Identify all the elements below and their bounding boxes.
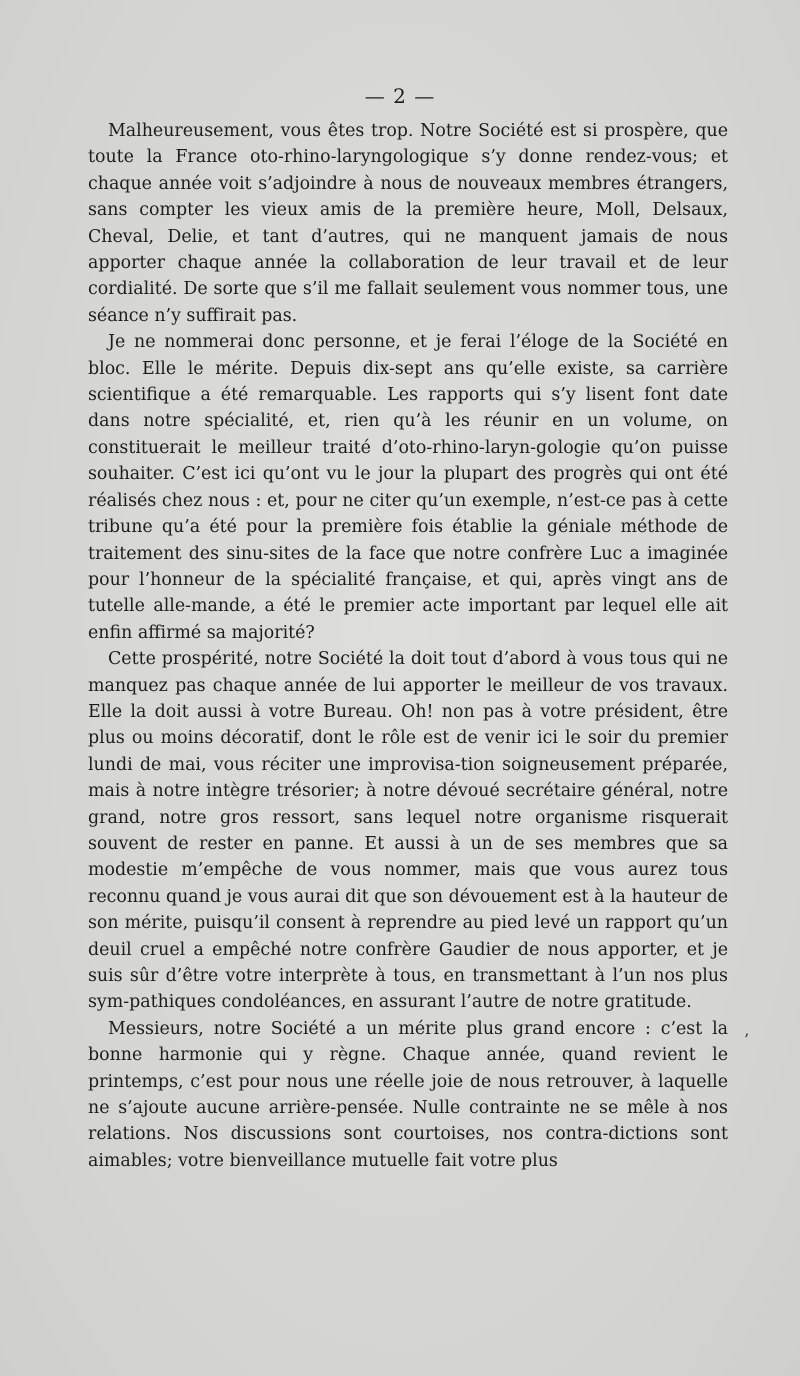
page-number: — 2 — bbox=[364, 84, 436, 108]
body-text bbox=[88, 118, 728, 1174]
paragraph-4-text: Messieurs, notre Société a un mérite plus grand encore : c’est la bonne harmonie qui y règne. Chaque année, quand revient le printemps, c’est pour nous une réelle joie de nous retrouver, à laquelle ne s’ajoute aucune arrière-pensée. Nulle contrainte ne se mêle à nos relations. Nos discussions sont courtoises, nos contra-dictions sont aimables; votre bienveillance mutuelle fait votre plus bbox=[88, 1018, 728, 1171]
margin-mark: ’ bbox=[744, 1030, 750, 1049]
paragraph-1-text: Malheureusement, vous êtes trop. Notre Société est si prospère, que toute la France oto-rhino-laryngologique s’y donne rendez-vous; et chaque année voit s’adjoindre à nous de nouveaux membres étrangers, sans compter les vieux amis de la première heure, Moll, Delsaux, Cheval, Delie, et tant d’autres, qui ne manquent jamais de nous apporter chaque année la collaboration de leur travail et de leur cordialité. De sorte que s’il me fallait seulement vous nommer tous, une séance n’y suffirait pas. bbox=[88, 121, 728, 326]
paragraph-3 bbox=[88, 646, 728, 1016]
paragraph-4 bbox=[88, 1016, 728, 1174]
paragraph-2 bbox=[88, 329, 728, 646]
paragraph-2-text: Je ne nommerai donc personne, et je ferai l’éloge de la Société en bloc. Elle le mérite. Depuis dix-sept ans qu’elle existe, sa carrière scientifique a été remarquable. Les rapports qui s’y lisent font date dans notre spécialité, et, rien qu’à les réunir en un volume, on constituerait le meilleur traité d’oto-rhino-laryn-gologie qu’on puisse souhaiter. C’est ici qu’ont vu le jour la plupart des progrès qui ont été réalisés chez nous : et, pour ne citer qu’un exemple, n’est-ce pas à cette tribune qu’a été pour la première fois établie la géniale méthode de traitement des sinu-sites de la face que notre confrère Luc a imaginée pour l’honneur de la spécialité française, et qui, après vingt ans de tutelle alle-mande, a été le premier acte important par lequel elle ait enfin affirmé sa majorité? bbox=[88, 332, 728, 643]
paragraph-1 bbox=[88, 118, 728, 329]
paragraph-3-text: Cette prospérité, notre Société la doit tout d’abord à vous tous qui ne manquez pas chaque année de lui apporter le meilleur de vos travaux. Elle la doit aussi à votre Bureau. Oh! non pas à votre président, être plus ou moins décoratif, dont le rôle est de venir ici le soir du premier lundi de mai, vous réciter une improvisa-tion soigneusement préparée, mais à notre intègre trésorier; à notre dévoué secrétaire général, notre grand, notre gros ressort, sans lequel notre organisme risquerait souvent de rester en panne. Et aussi à un de ses membres que sa modestie m’empêche de vous nommer, mais que vous aurez tous reconnu quand je vous aurai dit que son dévouement est à la hauteur de son mérite, puisqu’il consent à reprendre au pied levé un rapport qu’un deuil cruel a empêché notre confrère Gaudier de nous apporter, et je suis sûr d’être votre interprète à tous, en transmettant à l’un nos plus sym-pathiques condoléances, en assurant l’autre de notre gratitude. bbox=[88, 649, 728, 1013]
